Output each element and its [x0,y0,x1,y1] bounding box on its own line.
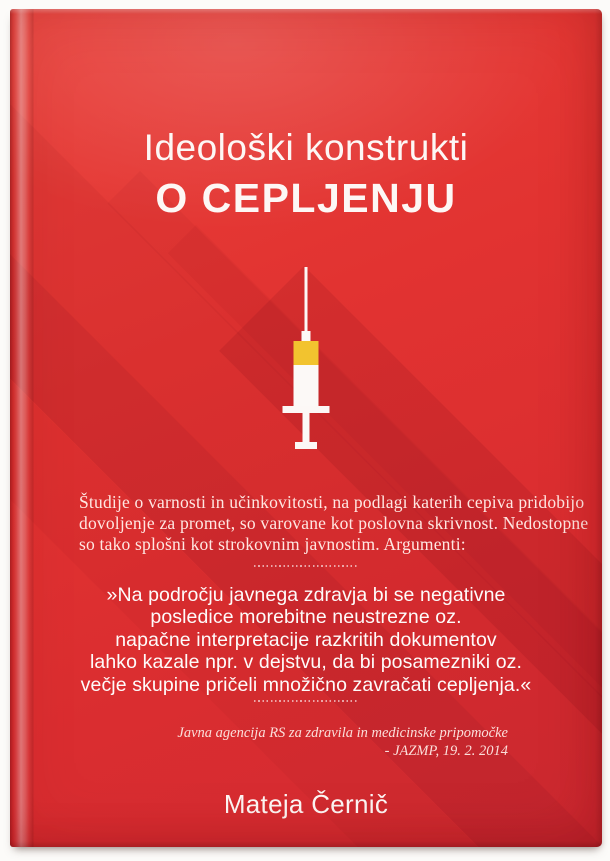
dotted-separator-top [10,565,602,567]
quote-attribution [177,725,508,760]
syringe-plunger-cap [295,442,317,449]
author-name: Mateja Černič [223,789,389,819]
quote-line: posledice morebitne neustrezne oz. [150,606,462,629]
book-title-line1: Ideološki konstrukti [143,127,469,168]
description-line: dovoljenje za promet, so varovane kot poslovna skrivnost. Nedostopne [79,513,589,533]
dotted-line [254,700,358,702]
quote-line: lahko kazale npr. v dejstvu, da bi posamezniki oz. [89,651,523,674]
quote-line: napačne interpretacije razkritih dokumentov [115,628,497,651]
description-paragraph [79,492,588,555]
book-spine-edge [10,9,34,847]
book-title-line2: O CEPLJENJU [155,175,457,221]
book-right-edge [595,9,602,847]
book-top-edge [10,9,602,14]
attribution-source: Javna agencija RS za zdravila in medicinske pripomočke [177,725,508,741]
dotted-line [254,565,358,567]
description-line: so tako splošni kot strokovnim javnostim. Argumenti: [79,534,466,554]
quote-block [10,584,602,696]
syringe-plunger-rod [303,413,310,443]
syringe-hub [302,331,311,342]
quote-line: »Na področju javnega zdravja bi se negativne [106,584,506,606]
syringe-liquid [294,341,319,365]
description-line: Študije o varnosti in učinkovitosti, na podlagi katerih cepiva pridobijo [79,492,585,512]
book-bottom-edge [10,841,602,847]
syringe-icon [10,267,602,449]
dotted-separator-bottom [10,700,602,702]
syringe-needle [305,267,308,332]
syringe-barrel [294,341,319,409]
book-cover [10,9,602,847]
syringe-flange [283,406,330,413]
quote-line: večje skupine pričeli množično zavračati cepljenja.« [80,673,532,696]
attribution-date: - JAZMP, 19. 2. 2014 [384,742,508,759]
